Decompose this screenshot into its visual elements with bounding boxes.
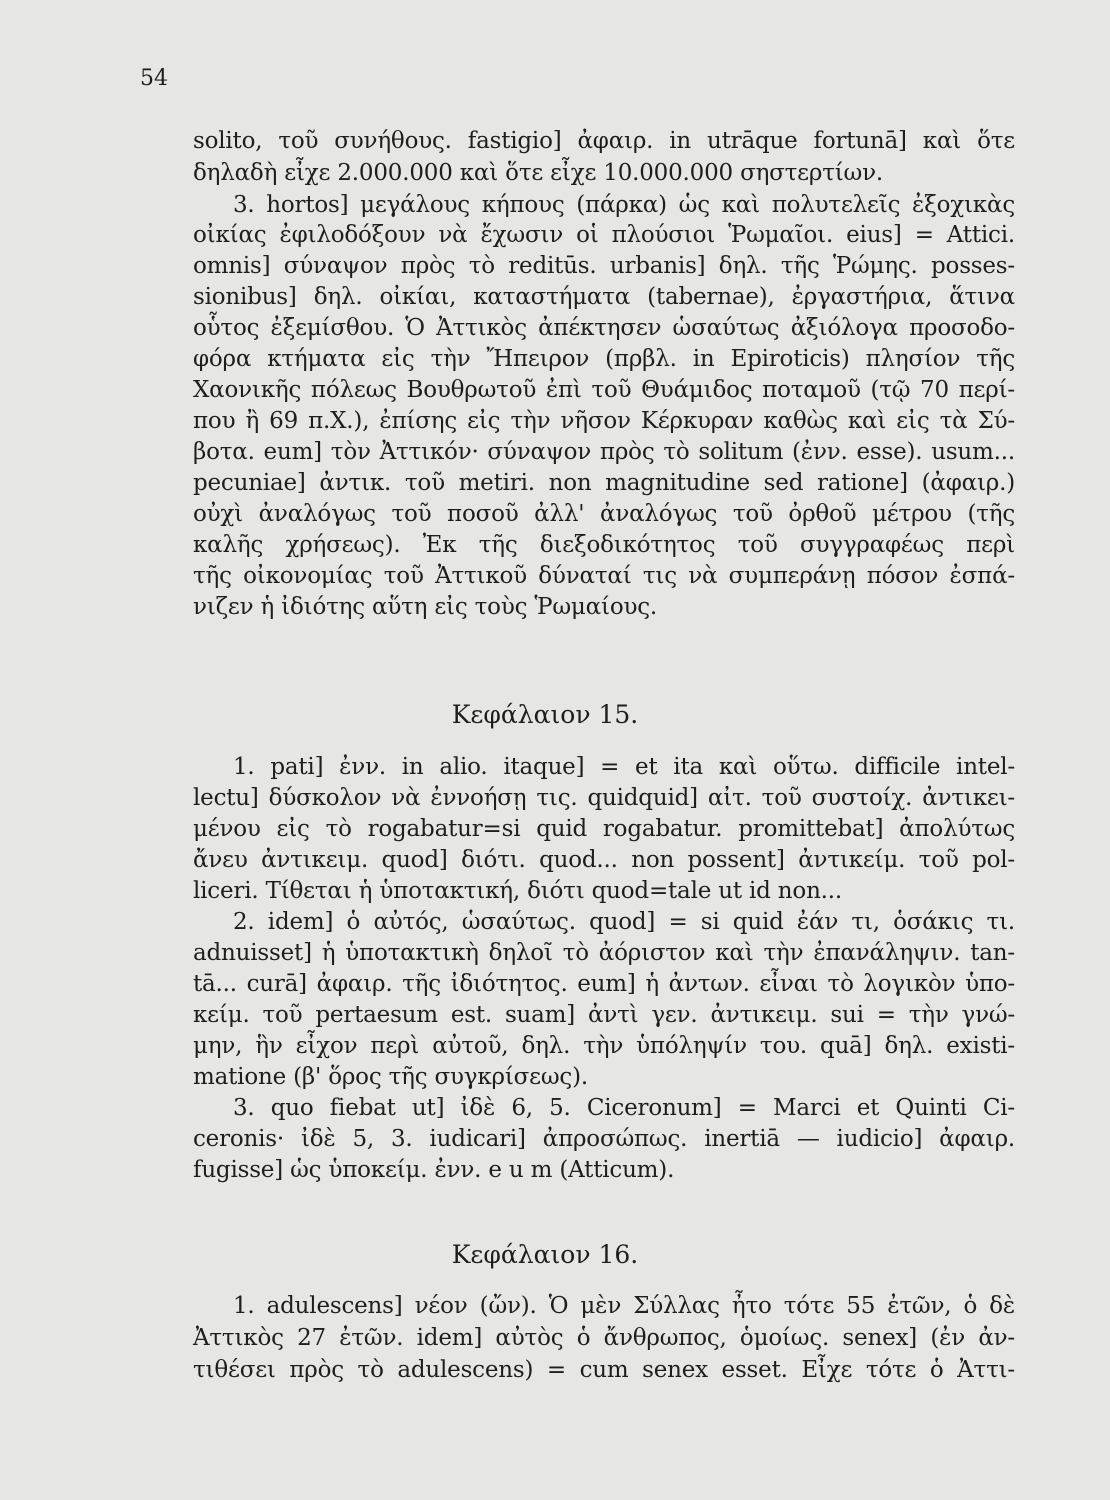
text-line: οὗτος ἐξεμίσθου. Ὁ Ἀττικὸς ἀπέκτησεν ὡσαύτως ἀξιόλογα προσοδο- [193,315,1015,341]
text-line: οἰκίας ἐφιλοδόξουν νὰ ἔχωσιν οἱ πλούσιοι Ῥωμαῖοι. eius] = Attici. [193,222,1015,248]
text-line: liceri. Τίθεται ἡ ὑποτακτική, διότι quod=tale ut id non... [193,878,843,904]
text-line: 3. hortos] μεγάλους κήπους (πάρκα) ὡς καὶ πολυτελεῖς ἐξοχικὰς [233,192,1015,218]
text-line: 2. idem] ὁ αὐτός, ὡσαύτως. quod] = si quid ἐάν τι, ὁσάκις τι. [233,909,1015,935]
text-line: matione (β' ὅρος τῆς συγκρίσεως). [193,1064,588,1090]
text-line: μην, ἣν εἶχον περὶ αὐτοῦ, δηλ. τὴν ὑπόληψίν του. quā] δηλ. existi- [193,1033,1015,1059]
text-line: fugisse] ὡς ὑποκείμ. ἐνν. e u m (Atticum). [193,1157,675,1183]
text-line: 3. quo fiebat ut] ἰδὲ 6, 5. Ciceronum] = Marci et Quinti Ci- [233,1095,1015,1121]
text-line: 1. pati] ἐνν. in alio. itaque] = et ita καὶ οὕτω. difficile intel- [233,754,1015,780]
text-line: τιθέσει πρὸς τὸ adulescens) = cum senex esset. Εἶχε τότε ὁ Ἀττι- [193,1357,1015,1383]
chapter-heading-15: Κεφάλαιον 15. [451,700,639,729]
text-line: φόρα κτήματα εἰς τὴν Ἤπειρον (πρβλ. in Epiroticis) πλησίον τῆς [193,346,1015,372]
text-line: τῆς οἰκονομίας τοῦ Ἀττικοῦ δύναταί τις νὰ συμπεράνῃ πόσον ἐσπά- [193,563,1015,589]
text-line: tā... curā] ἀφαιρ. τῆς ἰδιότητος. eum] ἡ ἀντων. εἶναι τὸ λογικὸν ὑπο- [193,971,1015,997]
text-line: omnis] σύναψον πρὸς τὸ reditūs. urbanis] δηλ. τῆς Ῥώμης. posses- [193,253,1015,279]
text-line: νιζεν ἡ ἰδιότης αὕτη εἰς τοὺς Ῥωμαίους. [193,594,658,620]
text-line: κείμ. τοῦ pertaesum est. suam] ἀντὶ γεν. ἀντικειμ. sui = τὴν γνώ- [193,1002,1015,1028]
text-line: 1. adulescens] νέον (ὤν). Ὁ μὲν Σύλλας ἦτο τότε 55 ἐτῶν, ὁ δὲ [233,1293,1015,1319]
text-line: ἄνευ ἀντικειμ. quod] διότι. quod... non possent] ἀντικείμ. τοῦ pol- [193,847,1015,873]
text-line: pecuniae] ἀντικ. τοῦ metiri. non magnitudine sed ratione] (ἀφαιρ.) [193,470,1015,496]
text-line: ceronis· ἰδὲ 5, 3. iudicari] ἀπροσώπως. inertiā — iudicio] ἀφαιρ. [193,1126,1015,1152]
chapter-heading-16: Κεφάλαιον 16. [451,1240,639,1269]
text-line: που ἢ 69 π.Χ.), ἐπίσης εἰς τὴν νῆσον Κέρκυραν καθὼς καὶ εἰς τὰ Σύ- [193,408,1015,434]
text-line: βοτα. eum] τὸν Ἀττικόν· σύναψον πρὸς τὸ solitum (ἐνν. esse). usum... [193,439,1015,465]
text-line: adnuisset] ἡ ὑποτακτικὴ δηλοῖ τὸ ἀόριστον καὶ τὴν ἐπανάληψιν. tan- [193,940,1015,966]
text-line: Ἀττικὸς 27 ἐτῶν. idem] αὐτὸς ὁ ἄνθρωπος, ὁμοίως. senex] (ἐν ἀν- [193,1325,1015,1351]
text-line: οὐχὶ ἀναλόγως τοῦ ποσοῦ ἀλλ' ἀναλόγως τοῦ ὀρθοῦ μέτρου (τῆς [193,501,1015,527]
text-line: δηλαδὴ εἶχε 2.000.000 καὶ ὅτε εἶχε 10.000.000 σηστερτίων. [193,160,883,186]
text-line: solito, τοῦ συνήθους. fastigio] ἀφαιρ. in utrāque fortunā] καὶ ὅτε [193,128,1015,154]
text-line: μένου εἰς τὸ rogabatur=si quid rogabatur. promittebat] ἀπολύτως [193,816,1015,842]
text-line: καλῆς χρήσεως). Ἐκ τῆς διεξοδικότητος τοῦ συγγραφέως περὶ [193,532,1015,558]
text-line: Χαονικῆς πόλεως Βουθρωτοῦ ἐπὶ τοῦ Θυάμιδος ποταμοῦ (τῷ 70 περί- [193,377,1015,403]
page-number: 54 [140,66,168,91]
text-line: sionibus] δηλ. οἰκίαι, καταστήματα (tabernae), ἐργαστήρια, ἅτινα [193,284,1015,310]
text-line: lectu] δύσκολον νὰ ἐννοήσῃ τις. quidquid] αἰτ. τοῦ συστοίχ. ἀντικει- [193,785,1015,811]
